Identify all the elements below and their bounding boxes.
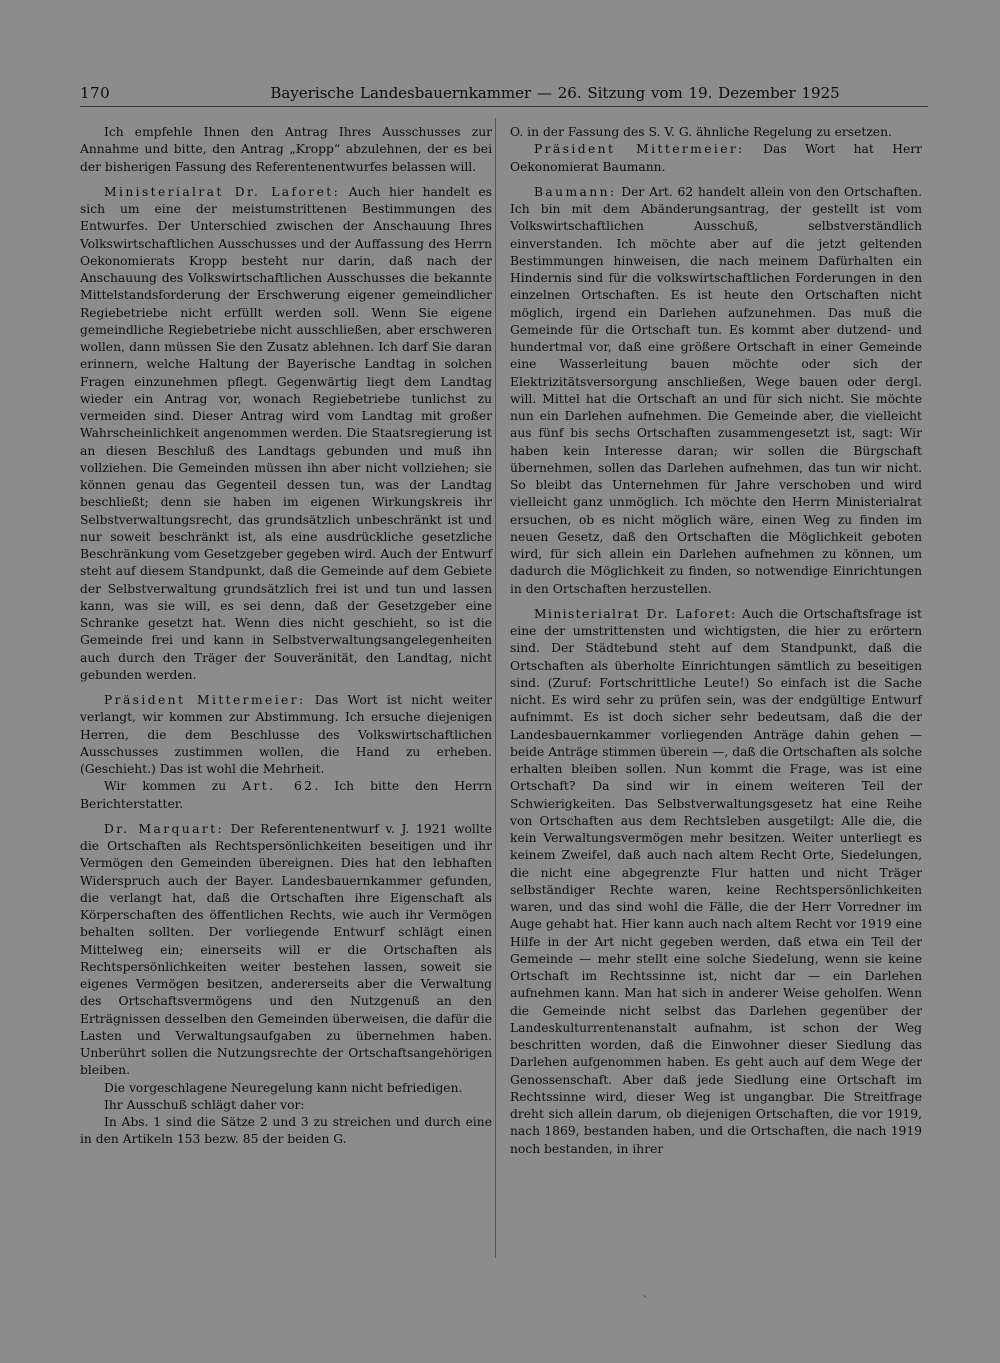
header-rule bbox=[80, 106, 928, 107]
speaker-name: Ministerialrat Dr. Laforet: bbox=[534, 606, 737, 621]
speaker-name: Präsident Mittermeier: bbox=[534, 142, 745, 157]
speech-text: Das Wort ist nicht weiter verlangt, wir kommen zur Abstimmung. Ich ersuche diejenigen Herren, die dem Beschlusse des Volkswirtschaftlichen Ausschusses zustimmen wollen, die Hand zu erheben. (Geschieht.) Das ist wohl die Mehrheit. bbox=[80, 693, 492, 776]
page-header bbox=[80, 84, 928, 108]
paragraph: Die vorgeschlagene Neuregelung kann nicht befriedigen. bbox=[104, 1080, 463, 1095]
speech-paragraph bbox=[510, 184, 922, 598]
right-column bbox=[510, 124, 922, 1158]
speech-text: Das Wort hat Herr Oekonomierat Baumann. bbox=[510, 142, 922, 174]
speaker-name: Ministerialrat Dr. Laforet: bbox=[104, 184, 341, 199]
running-title: Bayerische Landesbauernkammer — 26. Sitzung vom 19. Dezember 1925 bbox=[270, 84, 840, 102]
speaker-name: Dr. Marquart: bbox=[104, 821, 225, 836]
speech-paragraph bbox=[80, 821, 492, 1080]
speaker-name: Präsident Mittermeier: bbox=[104, 693, 306, 707]
speech-paragraph bbox=[510, 606, 922, 1158]
article-reference: Art. 62 bbox=[242, 779, 315, 794]
paragraph-text: Wir kommen zu bbox=[104, 779, 243, 794]
speech-paragraph bbox=[80, 692, 492, 778]
left-column bbox=[80, 124, 492, 1149]
print-speck: ` bbox=[643, 1296, 648, 1307]
speech-paragraph bbox=[510, 141, 922, 176]
speech-text: Der Referentenentwurf v. J. 1921 wollte die Ortschaften als Rechtspersönlichkeiten beseitigen und ihr Vermögen den Gemeinden übereignen. Dies hat den lebhaften Widerspruch auch der Bayer. Landesbauernkammer gefunden, die verlangt hat, daß die Ortschaften ihre Eigenschaft als Körperschaften des öffentlichen Rechts, wie auch ihr Vermögen behalten sollten. Der vorliegende Entwurf schlägt einen Mittelweg ein; einerseits will er die Ortschaften als Rechtspersönlichkeiten weiter bestehen lassen, soweit sie eigenes Vermögen besitzen, andererseits aber die Verwaltung des Ortschaftsvermögens und den Nutzgenuß an den Erträgnissen desselben den Gemeinden überweisen, die dafür die Lasten und Verwaltungsaufgaben zu übernehmen haben. Unberührt sollen die Nutzungsrechte der Ortschaftsangehörigen bleiben. bbox=[80, 821, 492, 1078]
speech-text: Auch die Ortschaftsfrage ist eine der umstrittensten und wichtigsten, die hier zu erörtern sind. Der Städtebund steht auf dem Standpunkt, daß die Ortschaften als überholte Einrichtungen sämtlich zu beseitigen sind. (Zuruf: Fortschrittliche Leute!) So einfach ist die Sache nicht. Es wird sehr zu prüfen sein, was der endgültige Entwurf aufnimmt. Es ist doch sicher sehr bedeutsam, daß die der Landesbauernkammer vorliegenden Anträge dahin gehen — beide Anträge stimmen überein —, daß die Ortschaften als solche erhalten bleiben sollen. Nun kommt die Frage, was ist eine Ortschaft? Da sind wir in einem weiteren Teil der Schwierigkeiten. Das Selbstverwaltungsgesetz hat eine Reihe von Ortschaften aus dem Rechtsleben ausgetilgt: Alle die, die kein Verwaltungsvermögen mehr besitzen. Weiter unterliegt es keinem Zweifel, daß auch nach altem Recht Orte, Siedelungen, die nicht eine abgegrenzte Flur hatten und nicht Träger selbständiger Rechte waren, keine Rechtspersönlichkeiten waren, und das sind wohl die Fälle, die der Herr Vorredner im Auge gehabt hat. Hier kann auch nach altem Recht vor 1919 eine Hilfe in der Art nicht gegeben werden, daß etwa ein Teil der Gemeinde — mehr stellt eine solche Siedelung, wenn sie keine Ortschaft im Rechtssinne ist, nicht dar — ein Darlehen aufnehmen kann. Man hat sich in anderer Weise geholfen. Wenn die Gemeinde nicht selbst das Darlehen gegenüber der Landeskulturrentenanstalt aufnahm, ist schon der Weg beschritten worden, daß die Einwohner dieser Siedlung das Darlehen aufgenommen haben. Es geht auch auf dem Wege der Genossenschaft. Aber daß jede Siedlung eine Ortschaft im Rechtssinne wird, dieser Weg ist ungangbar. Die Streitfrage dreht sich allein darum, ob diejenigen Ortschaften, die vor 1919, nach 1869, bestanden haben, und die Ortschaften, die nach 1919 noch bestanden, in ihrer bbox=[510, 606, 922, 1156]
paragraph: O. in der Fassung des S. V. G. ähnliche Regelung zu ersetzen. bbox=[510, 125, 892, 139]
speaker-name: Baumann: bbox=[534, 184, 617, 199]
paragraph: Ich empfehle Ihnen den Antrag Ihres Ausschusses zur Annahme und bitte, den Antrag „Kropp“ abzulehnen, der es bei der bisherigen Fassung des Referentenentwurfes belassen will. bbox=[80, 125, 492, 174]
paragraph: Ihr Ausschuß schlägt daher vor: bbox=[104, 1097, 305, 1112]
paragraph-text: . Ich bitte den Herrn Berichterstatter. bbox=[80, 779, 492, 811]
speech-text: Auch hier handelt es sich um eine der meistumstrittenen Bestimmungen des Entwurfes. Der Unterschied zwischen der Anschauung Ihres Volkswirtschaftlichen Ausschusses und der Auffassung des Herrn Oekonomierats Kropp besteht nur darin, daß nach der Anschauung des Volkswirtschaftlichen Ausschusses die bekannte Mittelstandsforderung der Erschwerung eigener gemeindlicher Regiebetriebe nicht erfüllt werden soll. Wenn Sie eigene gemeindliche Regiebetriebe nicht ausschließen, aber erschweren wollen, dann müssen Sie den Zusatz ablehnen. Ich darf Sie daran erinnern, welche Haltung der Bayerische Landtag in solchen Fragen einzunehmen pflegt. Gegenwärtig liegt dem Landtag wieder ein Antrag vor, wonach Regiebetriebe tunlichst zu vermeiden sind. Dieser Antrag wird vom Landtag mit großer Wahrscheinlichkeit angenommen werden. Die Staatsregierung ist an diesen Beschluß des Landtags gebunden und muß ihn vollziehen. Die Gemeinden müssen ihn aber nicht vollziehen; sie können genau das Gegenteil dessen tun, was der Landtag beschließt; denn sie haben im eigenen Wirkungskreis ihr Selbstverwaltungsrecht, das grundsätzlich unbeschränkt ist und nur soweit beschränkt ist, als eine ausdrückliche gesetzliche Beschränkung vom Gesetzgeber gegeben wird. Auch der Entwurf steht auf diesem Standpunkt, daß die Gemeinde auf dem Gebiete der Selbstverwaltung grundsätzlich frei ist und tun und lassen kann, was sie will, es sei denn, daß der Gesetzgeber eine Schranke gesetzt hat. Wenn dies nicht geschieht, so ist die Gemeinde frei und kann in Selbstverwaltungsangelegenheiten auch durch den Träger der Souveränität, den Landtag, nicht gebunden werden. bbox=[80, 184, 492, 682]
paragraph bbox=[80, 778, 492, 813]
page-number: 170 bbox=[80, 84, 111, 102]
column-divider bbox=[495, 118, 496, 1258]
paragraph: In Abs. 1 sind die Sätze 2 und 3 zu streichen und durch eine in den Artikeln 153 bezw. 85 der beiden G. bbox=[80, 1115, 492, 1147]
speech-text: Der Art. 62 handelt allein von den Ortschaften. Ich bin mit dem Abänderungsantrag, der gestellt ist vom Volkswirtschaftlichen Ausschuß, selbstverständlich einverstanden. Ich möchte aber auf die jetzt geltenden Bestimmungen hinweisen, die nach meinem Dafürhalten ein Hindernis sind für die volkswirtschaftlichen Forderungen in den einzelnen Ortschaften. Es ist heute den Ortschaften nicht möglich, irgend ein Darlehen aufzunehmen. Das muß die Gemeinde für die Ortschaft tun. Es kommt aber dutzend- und hundertmal vor, daß eine größere Ortschaft in einer Gemeinde eine Wasserleitung bauen möchte oder sich der Elektrizitätsversorgung anschließen, Wege bauen oder dergl. will. Mittel hat die Ortschaft an und für sich nicht. Sie möchte nun ein Darlehen aufnehmen. Die Gemeinde aber, die vielleicht aus fünf bis sechs Ortschaften zusammengesetzt ist, sagt: Wir haben kein Interesse daran; wir sollen die Bürgschaft übernehmen, sollen das Darlehen aufnehmen, das tun wir nicht. So bleibt das Unternehmen für Jahre verschoben und wird vielleicht ganz unmöglich. Ich möchte den Herrn Ministerialrat ersuchen, ob es nicht möglich wäre, einen Weg zu finden im neuen Gesetz, daß den Ortschaften die Möglichkeit geboten wird, für sich allein ein Darlehen aufnehmen zu können, um dadurch die Möglichkeit zu finden, so notwendige Einrichtungen in den Ortschaften herzustellen. bbox=[510, 184, 922, 596]
speech-paragraph bbox=[80, 184, 492, 684]
